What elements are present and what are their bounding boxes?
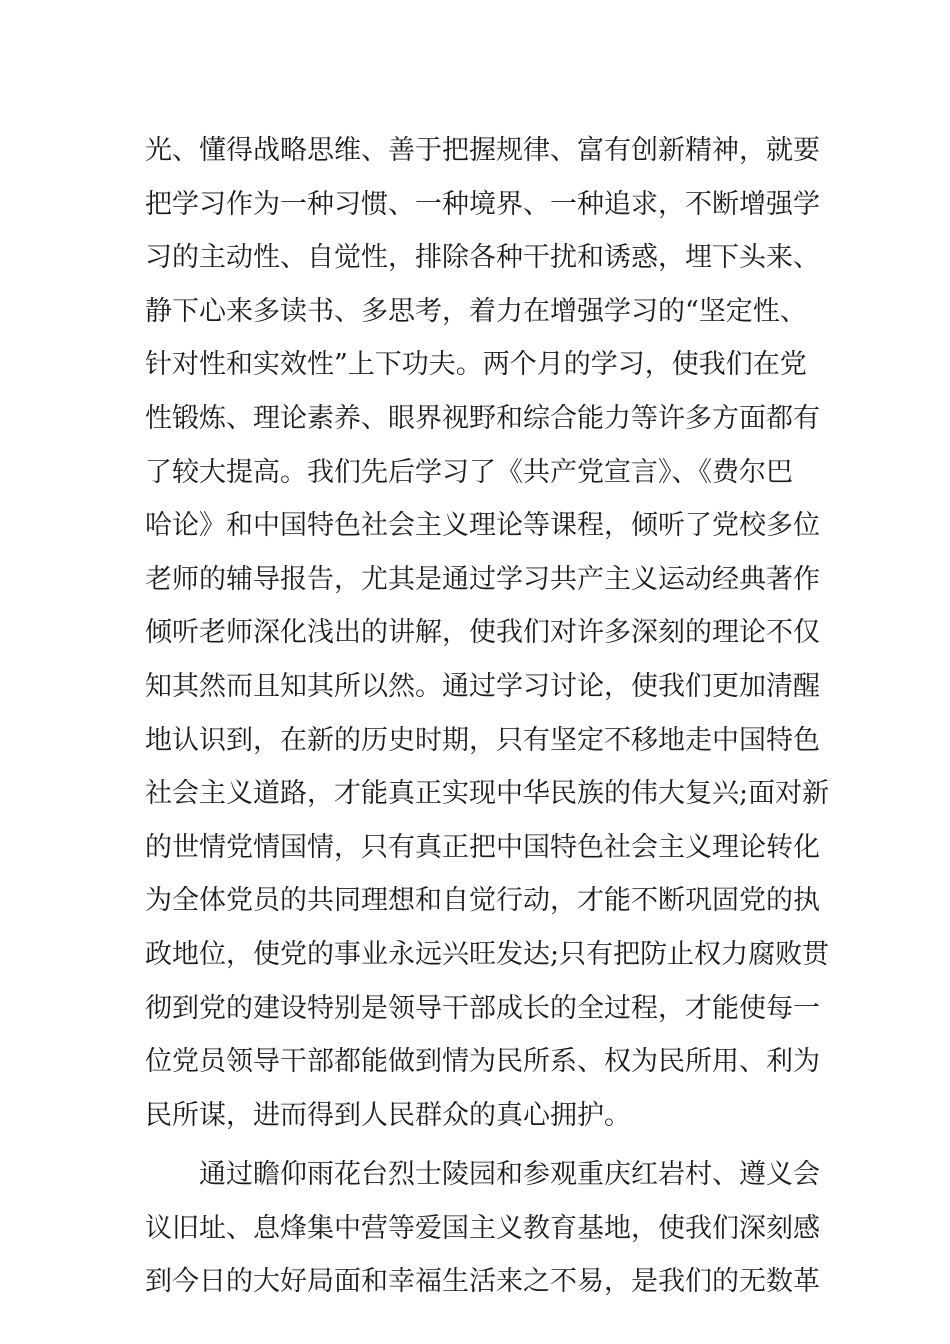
text-line: 民所谋，进而得到人民群众的真心拥护。 xyxy=(145,1099,631,1131)
text-line: 倾听老师深化浅出的讲解，使我们对许多深刻的理论不仅 xyxy=(145,617,820,649)
text-line: 性锻炼、理论素养、眼界视野和综合能力等许多方面都有 xyxy=(145,402,820,434)
text-line: 通过瞻仰雨花台烈士陵园和参观重庆红岩村、遵义会 xyxy=(145,1159,820,1191)
text-line: 哈论》和中国特色社会主义理论等课程，倾听了党校多位 xyxy=(145,510,820,542)
text-line: 静下心来多读书、多思考，着力在增强学习的“坚定性、 xyxy=(145,295,807,327)
text-line: 地认识到，在新的历史时期，只有坚定不移地走中国特色 xyxy=(145,724,820,756)
text-line: 光、懂得战略思维、善于把握规律、富有创新精神，就要 xyxy=(145,135,820,166)
text-line: 针对性和实效性”上下功夫。两个月的学习，使我们在党 xyxy=(145,349,807,381)
body-text xyxy=(145,124,830,1309)
paragraph-1 xyxy=(145,124,830,1142)
text-line: 位党员领导干部都能做到情为民所系、权为民所用、利为 xyxy=(145,1046,820,1078)
text-line: 社会主义道路，才能真正实现中华民族的伟大复兴;面对新 xyxy=(145,778,830,810)
text-line: 彻到党的建设特别是领导干部成长的全过程，才能使每一 xyxy=(145,992,820,1024)
text-line: 政地位，使党的事业永远兴旺发达;只有把防止权力腐败贯 xyxy=(145,938,830,970)
paragraph-2 xyxy=(145,1148,825,1309)
text-line: 把学习作为一种习惯、一种境界、一种追求，不断增强学 xyxy=(145,188,820,220)
text-line: 议旧址、息烽集中营等爱国主义教育基地，使我们深刻感 xyxy=(145,1212,820,1244)
text-line: 老师的辅导报告，尤其是通过学习共产主义运动经典著作 xyxy=(145,563,820,595)
text-line: 习的主动性、自觉性，排除各种干扰和诱惑，埋下头来、 xyxy=(145,242,820,274)
text-line: 知其然而且知其所以然。通过学习讨论，使我们更加清醒 xyxy=(145,670,820,702)
text-line: 的世情党情国情，只有真正把中国特色社会主义理论转化 xyxy=(145,831,820,863)
text-line: 为全体党员的共同理想和自觉行动，才能不断巩固党的执 xyxy=(145,885,820,917)
text-line: 了较大提高。我们先后学习了《共产党宣言》、《费尔巴 xyxy=(145,456,793,488)
text-line: 到今日的大好局面和幸福生活来之不易，是我们的无数革 xyxy=(145,1266,820,1298)
